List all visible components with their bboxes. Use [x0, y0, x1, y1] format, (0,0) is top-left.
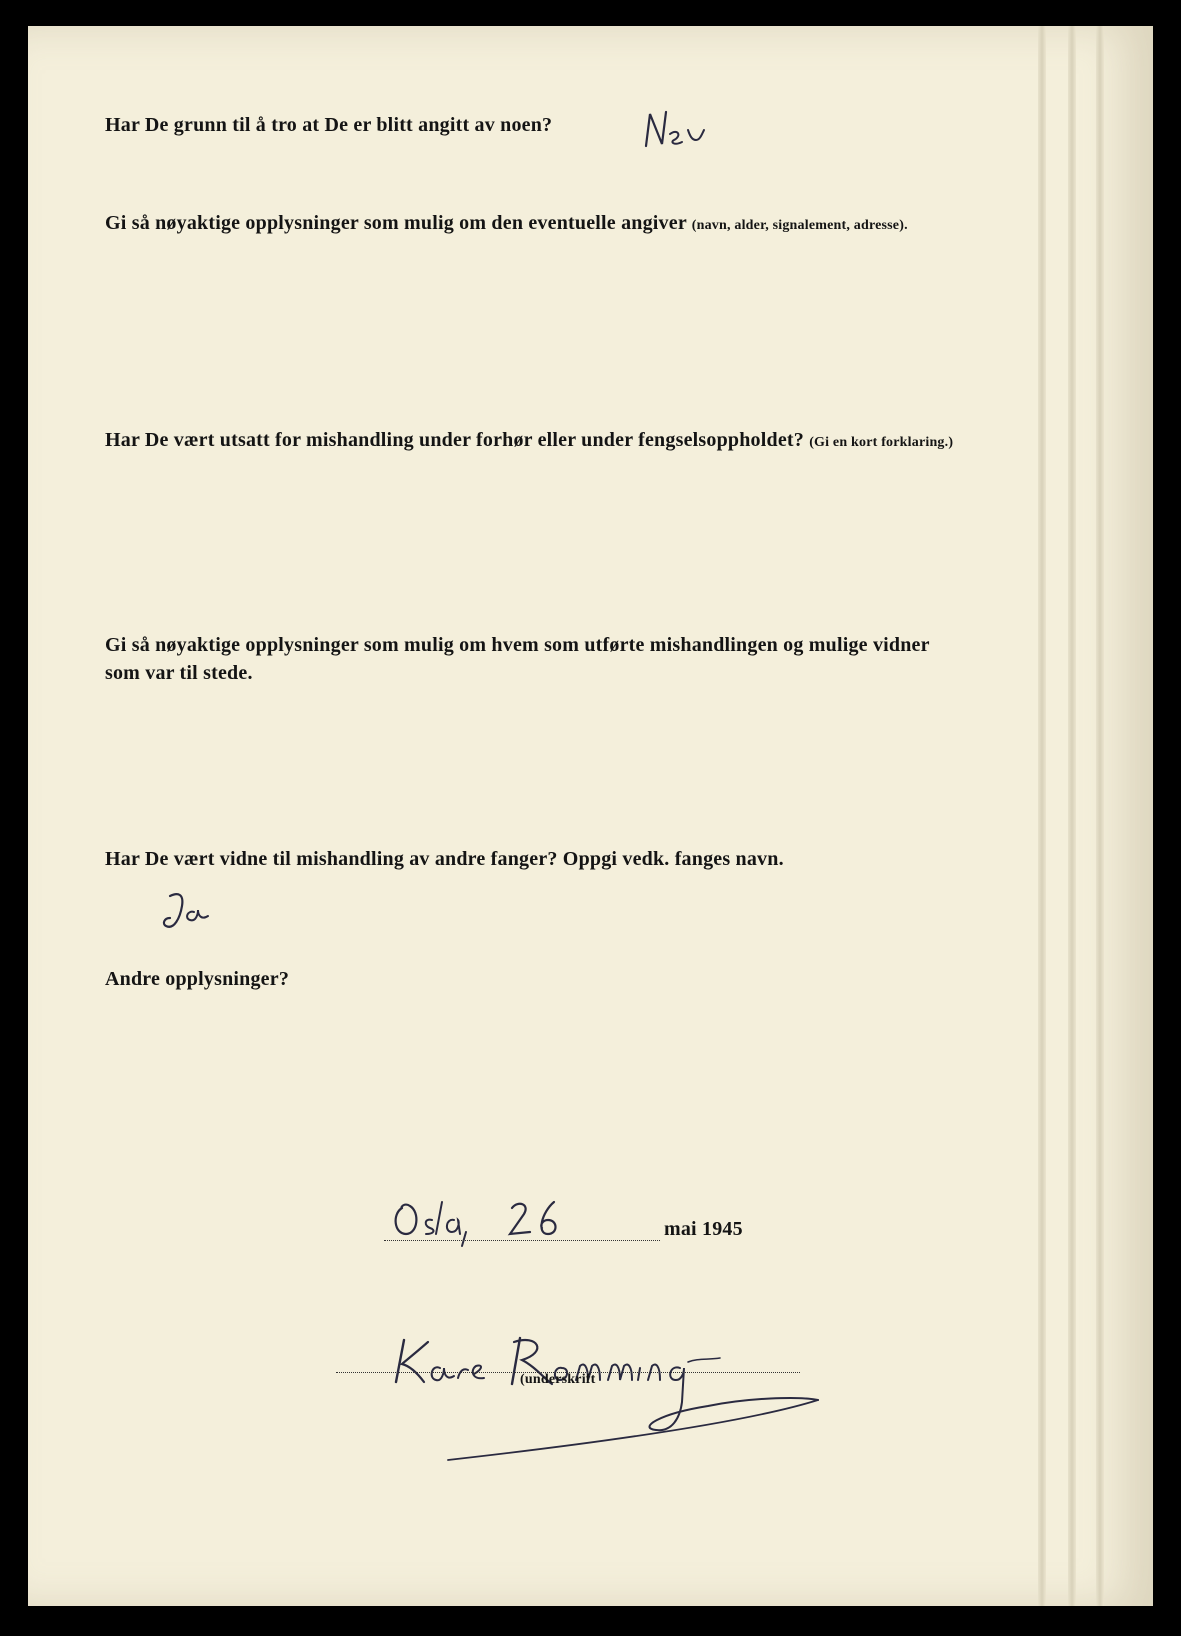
- document-page: [28, 26, 1153, 1606]
- question-text: Har De vært utsatt for mishandling under forhør eller under fengselsoppholdet?: [105, 429, 804, 451]
- date-text: mai 1945: [664, 1218, 743, 1240]
- question-text: som var til stede.: [105, 662, 253, 684]
- page-edge-strip: [1068, 26, 1076, 1606]
- handwritten-place-date: [388, 1194, 588, 1254]
- question-perpetrators-witnesses: [105, 634, 930, 657]
- date-suffix: [664, 1218, 743, 1241]
- question-informer-details: [105, 212, 908, 235]
- question-note: (Gi en kort forklaring.): [809, 435, 954, 450]
- question-mistreatment: [105, 429, 953, 452]
- page-edge-strip: [1096, 26, 1104, 1606]
- question-text: Gi så nøyaktige opplysninger som mulig om den eventuelle angiver: [105, 212, 687, 234]
- question-perpetrators-witnesses-cont: [105, 662, 253, 685]
- handwritten-signature: [308, 1322, 828, 1462]
- question-text: Andre opplysninger?: [105, 968, 290, 990]
- handwritten-answer-no: [640, 106, 720, 154]
- question-text: Gi så nøyaktige opplysninger som mulig om hvem som utførte mishandlingen og mulige vidner: [105, 634, 930, 656]
- signature-label: [520, 1372, 596, 1388]
- question-witness-mistreatment: [105, 848, 784, 871]
- handwritten-answer-yes: [156, 888, 226, 938]
- question-note: (navn, alder, signalement, adresse).: [691, 218, 908, 233]
- question-denounced: [105, 114, 552, 137]
- page-edge-strip: [1038, 26, 1046, 1606]
- signature-label-text: (underskrift: [520, 1372, 596, 1387]
- question-text: Har De grunn til å tro at De er blitt angitt av noen?: [105, 114, 553, 136]
- question-other-info: [105, 968, 289, 991]
- date-dotted-line: [384, 1240, 660, 1241]
- question-text: Har De vært vidne til mishandling av andre fanger? Oppgi vedk. fanges navn.: [105, 848, 784, 870]
